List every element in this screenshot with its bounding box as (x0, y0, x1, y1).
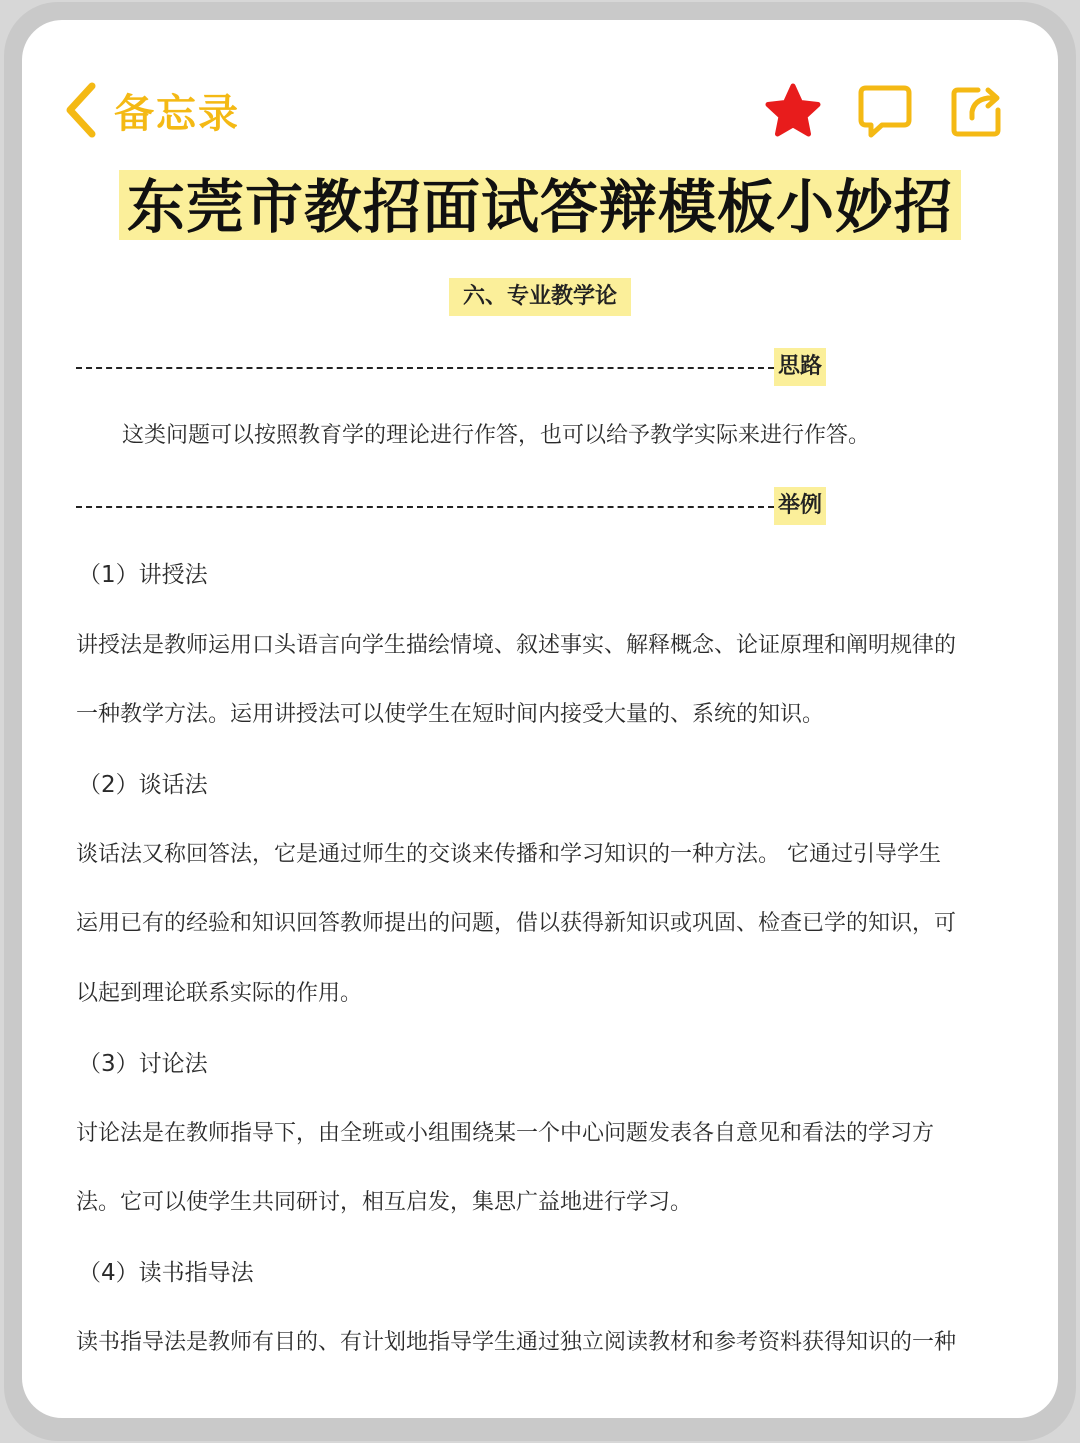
divider-thinking (76, 347, 826, 387)
comment-icon[interactable] (856, 82, 914, 140)
back-button[interactable] (62, 75, 240, 145)
item-line: 谈话法又称回答法，它是通过师生的交谈来传播和学习知识的一种方法。 它通过引导学生 (76, 842, 941, 867)
divider-label: 举例 (774, 487, 826, 525)
dashed-line (76, 506, 774, 508)
item-heading: （2）谈话法 (78, 772, 208, 798)
share-icon[interactable] (948, 82, 1006, 140)
item-line: 读书指导法是教师有目的、有计划地指导学生通过独立阅读教材和参考资料获得知识的一种 (76, 1330, 957, 1355)
page-title-text: 东莞市教招面试答辩模板小妙招 (119, 170, 961, 240)
item-line: 讨论法是在教师指导下，由全班或小组围绕某一个中心问题发表各自意见和看法的学习方 (76, 1121, 935, 1146)
divider-examples (76, 486, 826, 526)
section-title (22, 278, 1058, 316)
item-heading: （3）讨论法 (78, 1051, 208, 1077)
item-heading: （4）读书指导法 (78, 1260, 254, 1286)
item-line: 以起到理论联系实际的作用。 (76, 981, 363, 1006)
page-title (22, 170, 1058, 240)
item-line: 法。它可以使学生共同研讨，相互启发，集思广益地进行学习。 (76, 1190, 693, 1215)
dashed-line (76, 367, 774, 369)
item-line: 一种教学方法。运用讲授法可以使学生在短时间内接受大量的、系统的知识。 (76, 702, 825, 727)
item-heading: （1）讲授法 (78, 562, 208, 588)
item-line: 运用已有的经验和知识回答教师提出的问题，借以获得新知识或巩固、检查已学的知识，可 (76, 911, 957, 936)
item-line: 讲授法是教师运用口头语言向学生描绘情境、叙述事实、解释概念、论证原理和阐明规律的 (76, 633, 957, 658)
thinking-text: 这类问题可以按照教育学的理论进行作答，也可以给予教学实际来进行作答。 (122, 423, 871, 448)
divider-label: 思路 (774, 348, 826, 386)
section-title-text: 六、专业教学论 (449, 278, 631, 316)
chevron-left-icon (62, 80, 100, 140)
toolbar (764, 82, 1006, 140)
star-icon[interactable] (764, 82, 822, 140)
back-label: 备忘录 (114, 90, 240, 137)
notes-page (22, 20, 1058, 1418)
